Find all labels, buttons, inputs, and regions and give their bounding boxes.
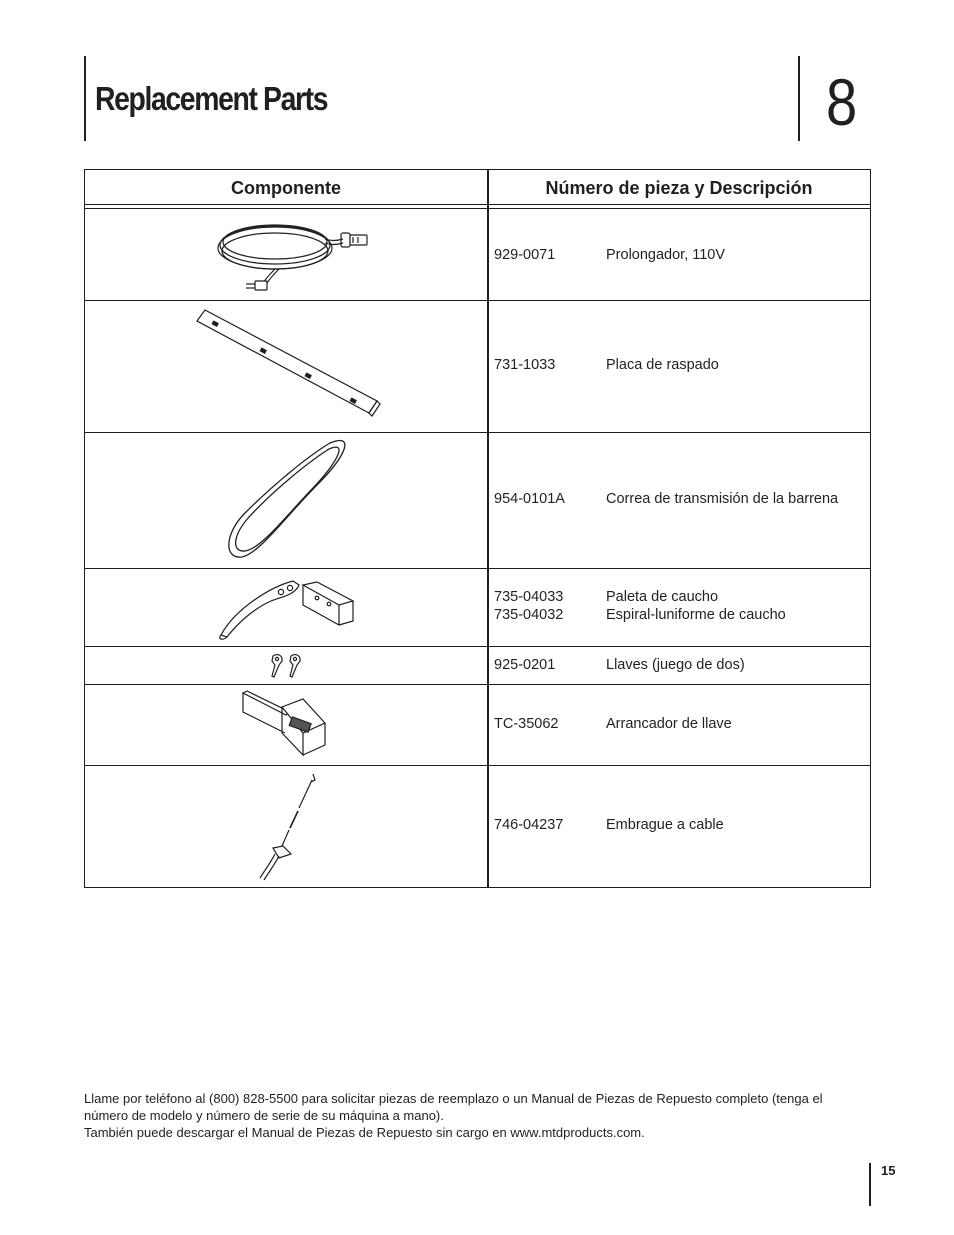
table-row	[85, 766, 870, 887]
chapter-number: 8	[826, 65, 858, 139]
parts-table	[84, 169, 871, 888]
page-number-rule	[869, 1163, 871, 1206]
footer-line-phone: Llame por teléfono al (800) 828-5500 para solicitar piezas de reemplazo o un Manual de Piezas de Repuesto completo (tenga el número de modelo y número de serie de su máquina a mano).	[84, 1091, 823, 1123]
table-row	[85, 569, 870, 646]
table-row	[85, 685, 870, 765]
table-row	[85, 301, 870, 432]
part-number: 929-0071	[494, 247, 556, 263]
table-row	[85, 433, 870, 568]
column-header-component: Componente	[231, 178, 341, 198]
part-description: Placa de raspado	[606, 357, 719, 373]
part-number: 746-04237	[494, 817, 564, 833]
part-description: Llaves (juego de dos)	[606, 657, 745, 673]
part-description: Prolongador, 110V	[606, 247, 726, 263]
part-number: 735-04032	[494, 607, 564, 623]
footer-line-download: También puede descargar el Manual de Piezas de Repuesto sin cargo en www.mtdproducts.com.	[84, 1125, 645, 1140]
extension-cord-icon	[85, 207, 487, 300]
part-number: 925-0201	[494, 657, 556, 673]
key-starter-icon	[85, 685, 487, 765]
part-description: Correa de transmisión de la barrena	[606, 491, 839, 507]
title-rule	[84, 56, 86, 141]
page-number: 15	[881, 1163, 896, 1178]
clutch-cable-icon	[85, 766, 487, 887]
part-description: Espiral-luniforme de caucho	[606, 607, 786, 623]
footer-note	[84, 1090, 844, 1141]
keys-icon	[85, 647, 487, 684]
table-row	[85, 647, 870, 684]
part-description: Arrancador de llave	[606, 716, 732, 732]
column-header-part-description: Número de pieza y Descripción	[545, 178, 813, 198]
part-number: TC-35062	[494, 716, 559, 732]
table-row	[85, 207, 870, 300]
part-number: 954-0101A	[494, 491, 565, 507]
rubber-paddle-icon	[85, 569, 487, 646]
scraper-plate-icon	[85, 301, 487, 432]
part-description: Embrague a cable	[606, 817, 724, 833]
page-title: Replacement Parts	[95, 80, 328, 117]
part-description: Paleta de caucho	[606, 589, 719, 605]
chapter-rule	[798, 56, 800, 141]
part-number: 731-1033	[494, 357, 556, 373]
part-number: 735-04033	[494, 589, 564, 605]
auger-belt-icon	[85, 433, 487, 568]
